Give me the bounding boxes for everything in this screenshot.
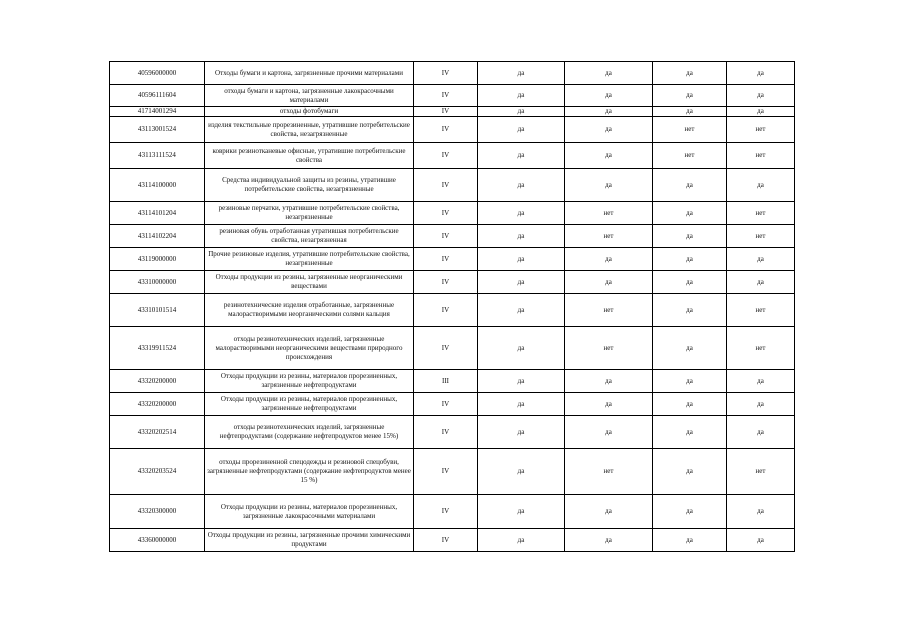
hazard-class-cell: IV bbox=[414, 169, 478, 202]
flag-cell-3: нет bbox=[653, 117, 727, 143]
table-row bbox=[110, 271, 795, 294]
waste-name-cell: Средства индивидуальной защиты из резины, утратившие потребительские свойства, незагрязненные bbox=[205, 169, 414, 202]
flag-cell-4: да bbox=[727, 416, 795, 449]
flag-cell-1: да bbox=[478, 327, 565, 370]
flag-cell-2: нет bbox=[565, 225, 653, 248]
waste-code-cell: 43320202514 bbox=[110, 416, 205, 449]
waste-code-cell: 40596111604 bbox=[110, 85, 205, 107]
flag-cell-2: да bbox=[565, 117, 653, 143]
waste-code-cell: 43320200000 bbox=[110, 370, 205, 393]
waste-code-cell: 43114102204 bbox=[110, 225, 205, 248]
flag-cell-2: нет bbox=[565, 202, 653, 225]
table-row bbox=[110, 143, 795, 169]
flag-cell-4: да bbox=[727, 495, 795, 529]
flag-cell-4: нет bbox=[727, 327, 795, 370]
flag-cell-2: да bbox=[565, 529, 653, 552]
flag-cell-1: да bbox=[478, 271, 565, 294]
table-row bbox=[110, 202, 795, 225]
waste-code-cell: 43114100000 bbox=[110, 169, 205, 202]
waste-name-cell: резинотехнические изделия отработанные, загрязненные малорастворимыми неорганическими солями кальция bbox=[205, 294, 414, 327]
hazard-class-cell: IV bbox=[414, 495, 478, 529]
flag-cell-4: да bbox=[727, 370, 795, 393]
flag-cell-3: да bbox=[653, 529, 727, 552]
flag-cell-1: да bbox=[478, 107, 565, 117]
flag-cell-2: да bbox=[565, 169, 653, 202]
hazard-class-cell: IV bbox=[414, 117, 478, 143]
hazard-class-cell: IV bbox=[414, 62, 478, 85]
flag-cell-1: да bbox=[478, 169, 565, 202]
table-row bbox=[110, 495, 795, 529]
waste-code-cell: 43113111524 bbox=[110, 143, 205, 169]
waste-name-cell: Отходы продукции из резины, материалов прорезиненных, загрязненные лакокрасочными материалами bbox=[205, 495, 414, 529]
waste-name-cell: Отходы продукции из резины, загрязненные неорганическими веществами bbox=[205, 271, 414, 294]
flag-cell-1: да bbox=[478, 495, 565, 529]
waste-name-cell: Отходы продукции из резины, материалов прорезиненных, загрязненные нефтепродуктами bbox=[205, 370, 414, 393]
waste-name-cell: отходы бумаги и картона, загрязненные лакокрасочными материалами bbox=[205, 85, 414, 107]
flag-cell-3: да bbox=[653, 85, 727, 107]
flag-cell-3: да bbox=[653, 393, 727, 416]
flag-cell-2: да bbox=[565, 495, 653, 529]
flag-cell-2: нет bbox=[565, 449, 653, 495]
hazard-class-cell: IV bbox=[414, 225, 478, 248]
flag-cell-2: да bbox=[565, 85, 653, 107]
flag-cell-2: да bbox=[565, 393, 653, 416]
hazard-class-cell: IV bbox=[414, 248, 478, 271]
flag-cell-2: нет bbox=[565, 327, 653, 370]
hazard-class-cell: IV bbox=[414, 449, 478, 495]
flag-cell-2: нет bbox=[565, 294, 653, 327]
flag-cell-4: да bbox=[727, 529, 795, 552]
flag-cell-4: нет bbox=[727, 294, 795, 327]
hazard-class-cell: IV bbox=[414, 393, 478, 416]
table-row bbox=[110, 449, 795, 495]
table-row bbox=[110, 85, 795, 107]
flag-cell-4: да bbox=[727, 169, 795, 202]
flag-cell-2: да bbox=[565, 248, 653, 271]
hazard-class-cell: IV bbox=[414, 294, 478, 327]
flag-cell-3: нет bbox=[653, 143, 727, 169]
table-row bbox=[110, 529, 795, 552]
waste-code-cell: 40596000000 bbox=[110, 62, 205, 85]
flag-cell-4: нет bbox=[727, 143, 795, 169]
flag-cell-4: да bbox=[727, 393, 795, 416]
flag-cell-4: да bbox=[727, 248, 795, 271]
flag-cell-1: да bbox=[478, 143, 565, 169]
waste-name-cell: отходы фотобумаги bbox=[205, 107, 414, 117]
waste-code-cell: 43320200000 bbox=[110, 393, 205, 416]
flag-cell-1: да bbox=[478, 370, 565, 393]
flag-cell-3: да bbox=[653, 225, 727, 248]
waste-code-cell: 43119000000 bbox=[110, 248, 205, 271]
flag-cell-2: да bbox=[565, 107, 653, 117]
flag-cell-3: да bbox=[653, 271, 727, 294]
flag-cell-1: да bbox=[478, 294, 565, 327]
flag-cell-2: да bbox=[565, 416, 653, 449]
flag-cell-4: нет bbox=[727, 225, 795, 248]
flag-cell-3: да bbox=[653, 327, 727, 370]
hazard-class-cell: IV bbox=[414, 143, 478, 169]
table-row bbox=[110, 62, 795, 85]
flag-cell-4: нет bbox=[727, 117, 795, 143]
table-row bbox=[110, 225, 795, 248]
flag-cell-1: да bbox=[478, 416, 565, 449]
flag-cell-1: да bbox=[478, 449, 565, 495]
waste-code-cell: 41714001294 bbox=[110, 107, 205, 117]
flag-cell-2: да bbox=[565, 271, 653, 294]
flag-cell-2: да bbox=[565, 370, 653, 393]
table-row bbox=[110, 117, 795, 143]
flag-cell-3: да bbox=[653, 62, 727, 85]
waste-code-cell: 43114101204 bbox=[110, 202, 205, 225]
flag-cell-1: да bbox=[478, 85, 565, 107]
flag-cell-1: да bbox=[478, 248, 565, 271]
flag-cell-2: да bbox=[565, 143, 653, 169]
hazard-class-cell: IV bbox=[414, 416, 478, 449]
waste-name-cell: Отходы бумаги и картона, загрязненные прочими материалами bbox=[205, 62, 414, 85]
flag-cell-4: да bbox=[727, 107, 795, 117]
hazard-class-cell: IV bbox=[414, 271, 478, 294]
hazard-class-cell: IV bbox=[414, 202, 478, 225]
table-row bbox=[110, 169, 795, 202]
table-body bbox=[110, 62, 795, 552]
waste-code-cell: 43319911524 bbox=[110, 327, 205, 370]
flag-cell-3: да bbox=[653, 370, 727, 393]
waste-name-cell: резиновые перчатки, утратившие потребительские свойства, незагрязненные bbox=[205, 202, 414, 225]
hazard-class-cell: IV bbox=[414, 327, 478, 370]
waste-name-cell: изделия текстильные прорезиненные, утратившие потребительские свойства, незагрязненные bbox=[205, 117, 414, 143]
flag-cell-3: да bbox=[653, 495, 727, 529]
flag-cell-3: да bbox=[653, 107, 727, 117]
hazard-class-cell: IV bbox=[414, 85, 478, 107]
flag-cell-4: да bbox=[727, 271, 795, 294]
hazard-class-cell: III bbox=[414, 370, 478, 393]
flag-cell-3: да bbox=[653, 202, 727, 225]
waste-name-cell: коврики резинотканевые офисные, утратившие потребительские свойства bbox=[205, 143, 414, 169]
waste-code-cell: 43310000000 bbox=[110, 271, 205, 294]
flag-cell-3: да bbox=[653, 294, 727, 327]
waste-name-cell: отходы резинотехнических изделий, загрязненные нефтепродуктами (содержание нефтепродуктов менее 15%) bbox=[205, 416, 414, 449]
flag-cell-4: да bbox=[727, 85, 795, 107]
waste-classification-table bbox=[109, 61, 795, 552]
flag-cell-3: да bbox=[653, 416, 727, 449]
flag-cell-1: да bbox=[478, 62, 565, 85]
hazard-class-cell: IV bbox=[414, 107, 478, 117]
table-row bbox=[110, 370, 795, 393]
flag-cell-4: да bbox=[727, 62, 795, 85]
waste-code-cell: 43113001524 bbox=[110, 117, 205, 143]
table-row bbox=[110, 294, 795, 327]
waste-code-cell: 43320203524 bbox=[110, 449, 205, 495]
table-row bbox=[110, 248, 795, 271]
flag-cell-2: да bbox=[565, 62, 653, 85]
waste-code-cell: 43360000000 bbox=[110, 529, 205, 552]
table-row bbox=[110, 416, 795, 449]
waste-name-cell: отходы прорезиненной спецодежды и резиновой спецобуви, загрязненные нефтепродуктами (содержание нефтепродуктов менее 15 %) bbox=[205, 449, 414, 495]
flag-cell-4: нет bbox=[727, 202, 795, 225]
flag-cell-3: да bbox=[653, 169, 727, 202]
waste-name-cell: Отходы продукции из резины, загрязненные прочими химическими продуктами bbox=[205, 529, 414, 552]
flag-cell-1: да bbox=[478, 202, 565, 225]
table-row bbox=[110, 107, 795, 117]
table-row bbox=[110, 327, 795, 370]
waste-name-cell: резиновая обувь отработанная утратившая потребительские свойства, незагрязненная bbox=[205, 225, 414, 248]
flag-cell-1: да bbox=[478, 117, 565, 143]
waste-code-cell: 43310101514 bbox=[110, 294, 205, 327]
waste-name-cell: Отходы продукции из резины, материалов прорезиненных, загрязненные нефтепродуктами bbox=[205, 393, 414, 416]
flag-cell-3: да bbox=[653, 449, 727, 495]
flag-cell-3: да bbox=[653, 248, 727, 271]
table-row bbox=[110, 393, 795, 416]
flag-cell-1: да bbox=[478, 529, 565, 552]
flag-cell-4: нет bbox=[727, 449, 795, 495]
waste-code-cell: 43320300000 bbox=[110, 495, 205, 529]
flag-cell-1: да bbox=[478, 393, 565, 416]
waste-name-cell: Прочие резиновые изделия, утратившие потребительские свойства, незагрязненные bbox=[205, 248, 414, 271]
waste-name-cell: отходы резинотехнических изделий, загрязненные малорастворимыми неорганическими веществами природного происхождения bbox=[205, 327, 414, 370]
flag-cell-1: да bbox=[478, 225, 565, 248]
hazard-class-cell: IV bbox=[414, 529, 478, 552]
